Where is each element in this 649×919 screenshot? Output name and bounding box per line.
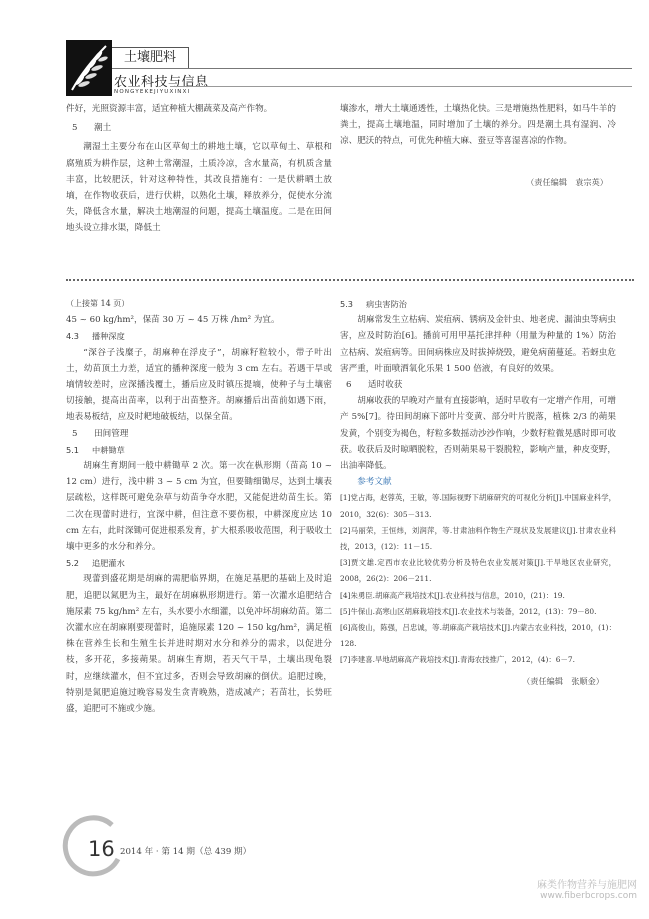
paragraph: 壤渗水，增大土壤通透性，土壤热化快。三是增施热性肥料，如马牛羊的粪土，提高土壤地温，同时增加了土壤的养分。四是潮土具有湿润、冷凉、肥沃的特点，可优先种植大麻、蚕豆等喜湿喜凉的作物。	[340, 104, 616, 147]
paragraph: 件好，光照资源丰富，适宜种植大棚蔬菜及高产作物。	[66, 104, 273, 114]
paragraph: 现蕾到盛花期是胡麻的需肥临界期，在施足基肥的基础上及时追肥，追肥以氮肥为主，最好在胡麻枞形期进行。第一次灌水追肥结合施尿素 75 kg/hm² 左右，头水要小水细灌，以免冲坏胡麻幼苗。第二次灌水应在胡麻刚要现蕾时，追施尿素 120 ~ 150 kg/hm²，满足植株在营养生长和生殖生长并进时期对水分和养分的需求，以促进分枝，多开花，多接蒴果。胡麻生育期，若天气干旱，土壤出现龟裂时，应继续灌水，但不宜过多，否则会导致胡麻的倒伏。追肥过晚，特别是氮肥追施过晚容易发生贪青晚熟，造成减产；若苗壮，长势旺盛，追肥可不施或少施。	[66, 574, 332, 715]
subsection-title: 播种深度	[92, 331, 125, 342]
section-title: 田间管理	[94, 428, 129, 439]
reference-item: [6]高俊山，陈强，吕忠诚，等.胡麻高产栽培技术[J].内蒙古农业科技，2010，(1)：128.	[340, 623, 616, 649]
section-heading	[66, 120, 332, 136]
top-left-column	[66, 101, 332, 237]
reference-item: [7]李建喜.旱地胡麻高产栽培技术[J].青海农技推广，2012，(4)：6－7.	[340, 655, 575, 665]
bottom-right-column	[340, 296, 616, 689]
section-title: 潮土	[94, 123, 112, 134]
reference-item: [5]牛保山.高寒山区胡麻栽培技术[J].农业技术与装备，2012，(13)：79－80.	[340, 606, 597, 616]
subsection-number: 4.3	[66, 331, 80, 342]
editor-credit: （责任编辑 张顺金）	[522, 675, 604, 686]
subsection-heading	[66, 442, 332, 458]
header-rule-2	[170, 86, 632, 87]
paragraph: 45 ~ 60 kg/hm²，保苗 30 万 ~ 45 万株 /hm² 为宜。	[66, 315, 280, 326]
subsection-heading	[340, 296, 616, 312]
top-right-column	[340, 101, 616, 190]
reference-item: [2]马丽荣，王恒炜，刘润萍，等.甘肃油料作物生产现状及发展建议[J].甘肃农业科技，2013，(12)：11－15.	[340, 525, 616, 552]
header-rule	[112, 68, 632, 69]
watermark-title: 麻类作物营养与施肥网	[537, 880, 637, 891]
section-number: 5	[72, 123, 78, 134]
reference-item: [4]朱勇臣.胡麻高产栽培技术[J].农业科技与信息，2010，(21)：19.	[340, 590, 565, 600]
journal-pinyin: NONGYEKEJIYUXINXI	[114, 89, 191, 95]
subsection-number: 5.2	[66, 558, 80, 569]
subsection-heading	[66, 328, 332, 344]
subsection-title: 病虫害防治	[366, 299, 407, 309]
section-heading	[66, 426, 332, 442]
references-heading: 参考文献	[357, 477, 392, 488]
page-number: 16	[88, 837, 115, 861]
paragraph: 胡麻生育期间一般中耕锄草 2 次。第一次在枞形期（苗高 10 ~ 12 cm）进行，浅中耕 3 ~ 5 cm 为宜，但要锄细锄尽，达到土壤表层疏松，这样既可避免杂草与幼苗争夺水肥，又能促进幼苗生长。第二次在现蕾时进行，宜深中耕，但注意不要伤根，中耕深度应达 10 cm 左右，此时深锄可促进根系发育，扩大根系吸收范围，利于吸收土壤中更多的水分和养分。	[66, 461, 332, 553]
continued-note: （上接第 14 页）	[66, 299, 130, 308]
paragraph: 胡麻收获的早晚对产量有直接影响，适时早收有一定增产作用，可增产 5%[7]。待田间胡麻下部叶片变黄、部分叶片脱落，植株 2/3 的蒴果发黄，个别变为褐色，籽粒多数摇动沙沙作响，少数籽粒微晃感时即可收获。收获后及时晾晒脱粒，否则蒴果易干裂脱粒，影响产量，种皮变野，出油率降低。	[340, 396, 616, 472]
section-heading	[340, 377, 616, 393]
paragraph: 胡麻常发生立枯病、炭疽病、锈病及金针虫、地老虎、漏油虫等病虫害，应及时防治[6]。播前可用甲基托津拌种（用量为种量的 1%）防治立枯病、炭疽病等。田间病株应及时拔掉烧毁，避免病菌蔓延。若蚜虫危害严重，叶面喷洒氧化乐果 1 500 倍液，有良好的效果。	[340, 315, 616, 374]
wheat-logo-icon	[66, 40, 112, 96]
subsection-heading	[66, 555, 332, 571]
journal-logo	[66, 40, 112, 96]
subsection-number: 5.3	[340, 299, 354, 309]
section-number: 5	[72, 428, 78, 439]
bottom-left-column	[66, 296, 332, 717]
site-watermark	[537, 876, 637, 901]
subsection-title: 追肥灌水	[92, 558, 125, 569]
issue-info: 2014 年 · 第 14 期（总 439 期）	[120, 847, 252, 857]
watermark-url: www.fiberbcrops.com	[540, 891, 637, 901]
subsection-number: 5.1	[66, 444, 80, 455]
section-tab: 土壤肥料	[112, 47, 189, 69]
subsection-title: 中耕锄草	[92, 444, 125, 455]
reference-list	[340, 490, 616, 668]
journal-title: 农业科技与信息	[114, 75, 209, 90]
section-divider	[66, 279, 634, 281]
editor-credit: （责任编辑 袁宗英）	[526, 176, 608, 187]
reference-item: [3]贾文雄.定西市农业比较优势分析及特色农业发展对策[J].干旱地区农业研究，2008，26(2)：206－211.	[340, 558, 616, 584]
paragraph: 潮湿土主要分布在山区草甸土的耕地土壤，它以草甸土、草根和腐殖质为耕作层，这种土常潮湿，土质冷凉，含水量高，有机质含量丰富，比较肥沃，针对这种特性，其改良措施有：一是伏耕晒土放墒，在作物收获后，进行伏耕，以熟化土壤，释放养分，促使水分流失，降低含水量，解决土地潮湿的问题，提高土壤温度。二是在田间地头设立排水渠，降低土	[66, 142, 332, 234]
paragraph: “深谷子浅糜子，胡麻种在浮皮子”，胡麻籽粒较小，带子叶出土，幼苗顶土力差，适宜的播种深度一般为 3 cm 左右。若遇干旱或墒情较差时，应深播浅覆土，播后应及时镇压提墒，使种子与土壤密切接触，提高出苗率，以利于出苗整齐。胡麻播后出苗前如遇下雨，地表易板结，应及时耙地破板结，以保全苗。	[66, 347, 332, 423]
section-number: 6	[346, 380, 352, 391]
section-title: 适时收获	[368, 380, 403, 391]
reference-item: [1]党占海，赵蓉英，王敏，等.国际视野下胡麻研究的可视化分析[J].中国麻业科学，2010，32(6)：305－313.	[340, 493, 616, 519]
